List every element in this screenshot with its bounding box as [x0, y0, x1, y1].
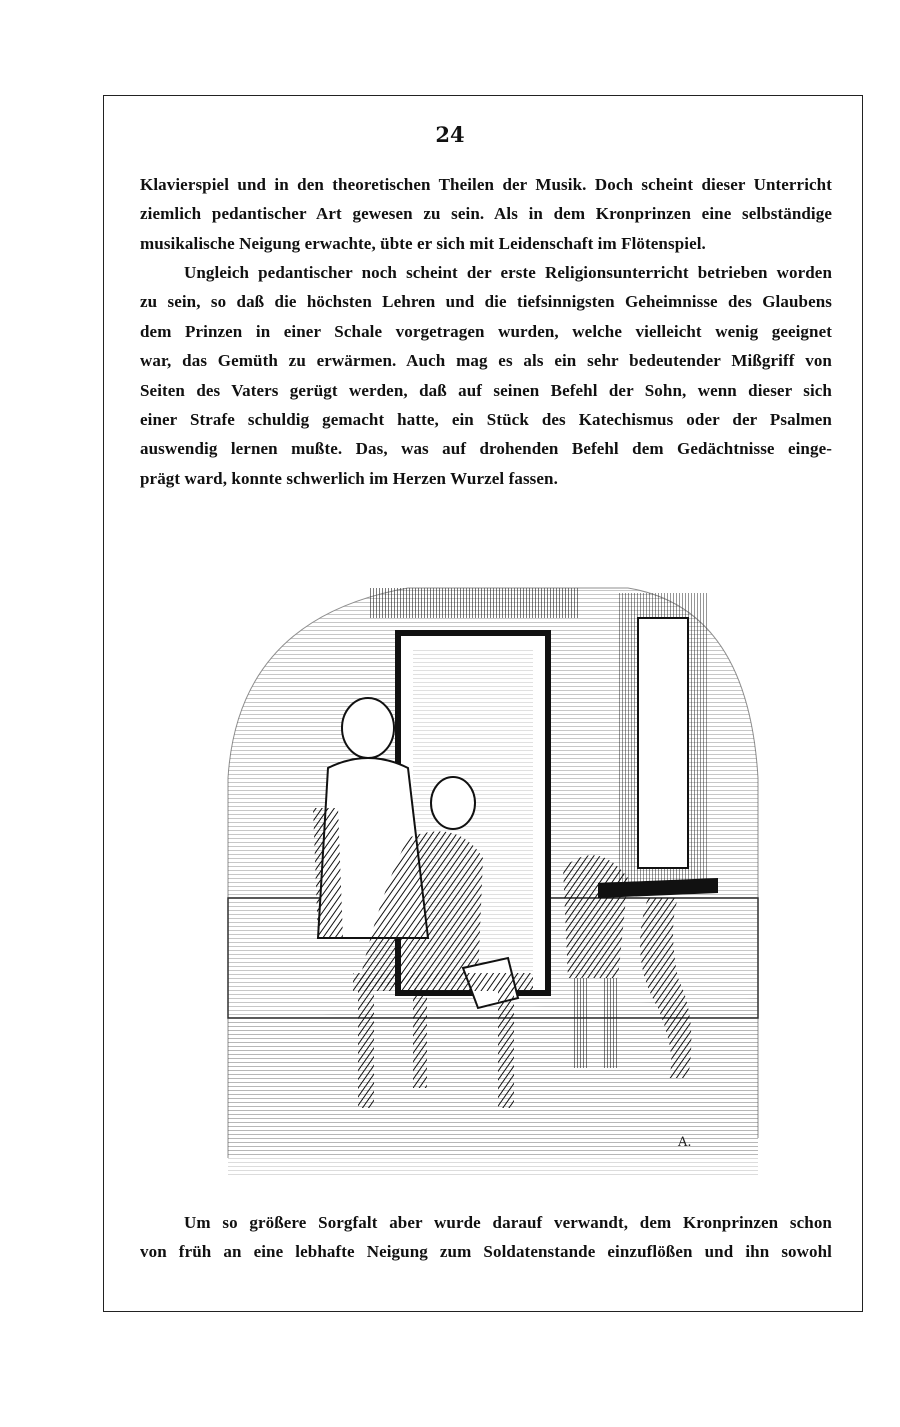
text-line: Ungleich pedantischer noch scheint der erste Religionsunterricht betrieben worden [184, 263, 832, 282]
text-line: auswendig lernen mußte. Das, was auf drohenden Befehl dem Gedächtnisse einge- [140, 439, 832, 459]
text-line: Seiten des Vaters gerügt werden, daß auf seinen Befehl der Sohn, wenn dieser sich [140, 380, 832, 400]
artist-signature: A. [678, 1135, 692, 1150]
text-line: prägt ward, konnte schwerlich im Herzen Wurzel fassen. [140, 468, 558, 488]
barber-head [342, 698, 394, 758]
text-line: von früh an eine lebhafte Neigung zum Soldatenstande einzuflößen und ihn sowohl [140, 1242, 832, 1262]
prince-head [431, 777, 475, 829]
paragraph-3 [140, 1208, 832, 1267]
text-line: zu sein, so daß die höchsten Lehren und die tiefsinnigsten Geheimnisse des Glaubens [140, 292, 832, 312]
paragraph-2 [140, 258, 832, 493]
page-number: 24 [435, 122, 465, 147]
text-line: Um so größere Sorgfalt aber wurde darauf verwandt, dem Kronprinzen schon [184, 1213, 832, 1232]
text-line: einer Strafe schuldig gemacht hatte, ein Stück des Katechismus oder der Psalmen [140, 409, 832, 429]
text-line: musikalische Neigung erwachte, übte er sich mit Leidenschaft im Flötenspiel. [140, 233, 706, 253]
text-line: war, das Gemüth zu erwärmen. Auch mag es als ein sehr bedeutender Mißgriff von [140, 351, 832, 371]
servant-figure [563, 855, 628, 978]
text-line: dem Prinzen in einer Schale vorgetragen wurden, welche vielleicht wenig geeignet [140, 321, 832, 341]
engraving-illustration [208, 578, 774, 1178]
door-lintel [368, 588, 578, 618]
text-line: Klavierspiel und in den theoretischen Theilen der Musik. Doch scheint dieser Unterricht [140, 175, 832, 194]
text-line: ziemlich pedantischer Art gewesen zu sein. Als in dem Kronprinzen eine selbständige [140, 204, 832, 224]
paragraph-1 [140, 170, 832, 258]
